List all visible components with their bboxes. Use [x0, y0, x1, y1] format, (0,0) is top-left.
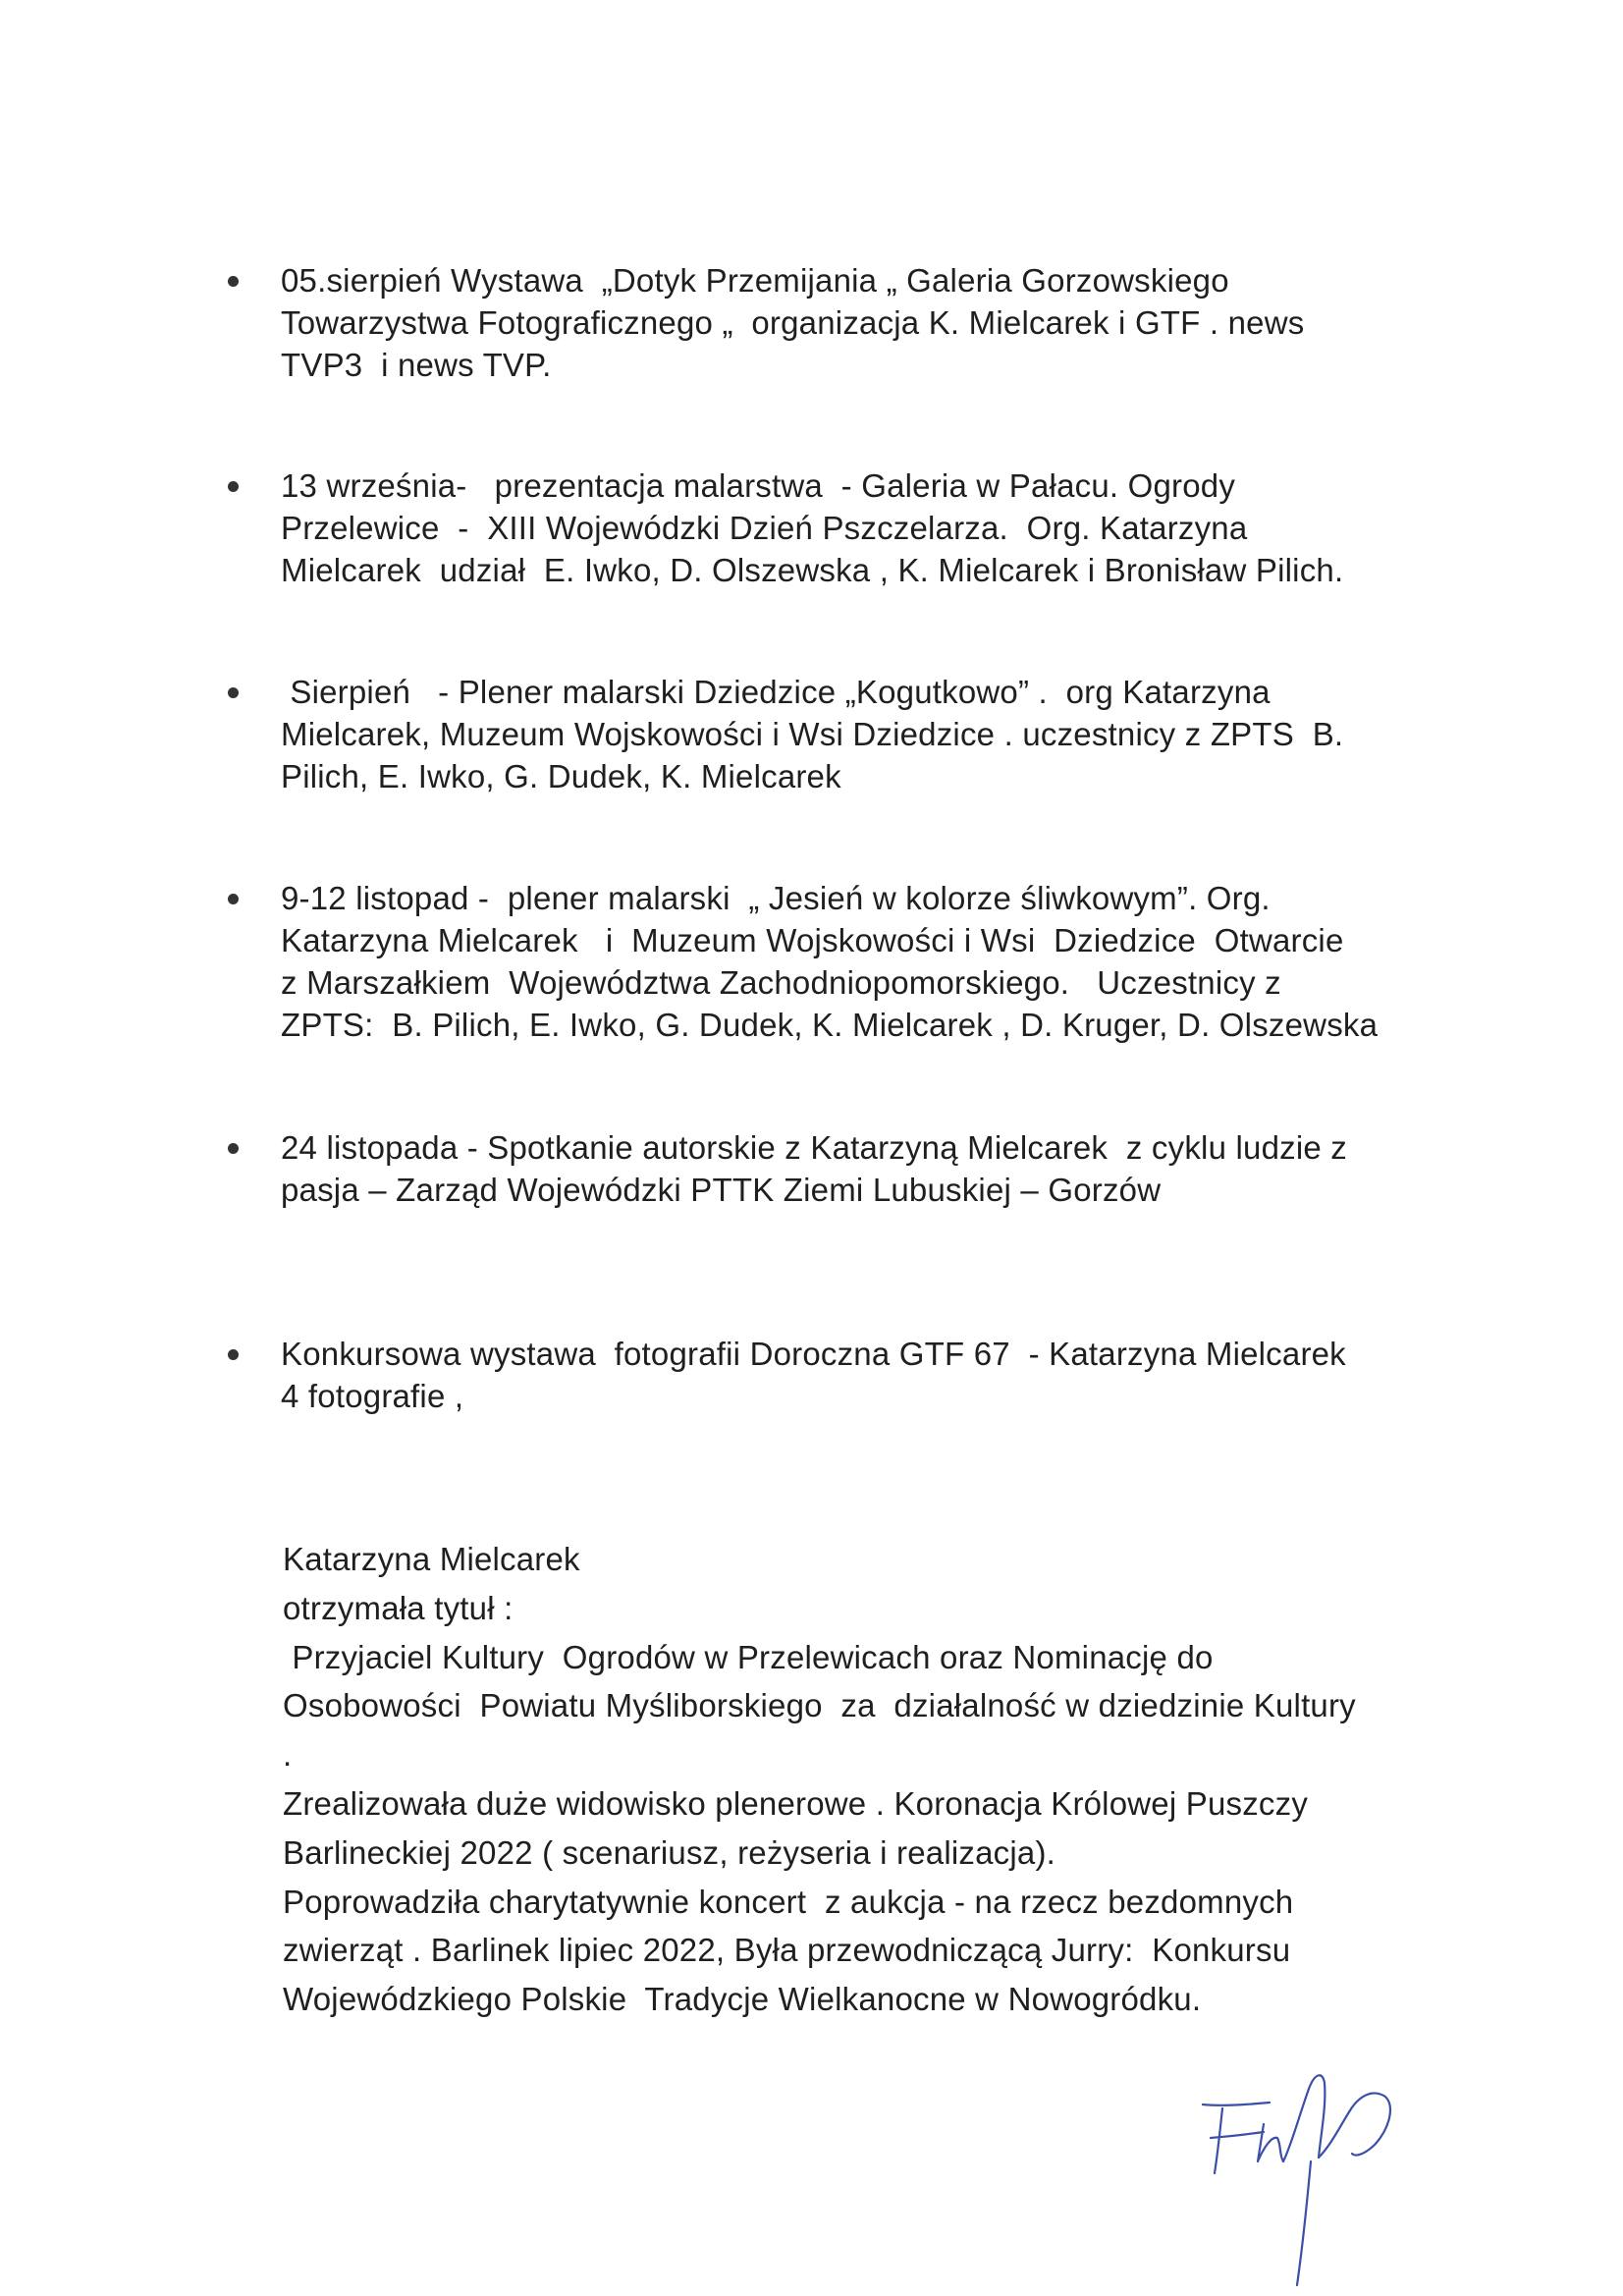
- item-line: 13 września- prezentacja malarstwa - Galeria w Pałacu. Ogrody: [281, 467, 1236, 504]
- closing-line: zwierząt . Barlinek lipiec 2022, Była przewodniczącą Jurry: Konkursu: [283, 1932, 1291, 1969]
- closing-line: Przyjaciel Kultury Ogrodów w Przelewicach oraz Nominację do: [283, 1638, 1214, 1675]
- item-line: ZPTS: B. Pilich, E. Iwko, G. Dudek, K. Mielcarek , D. Kruger, D. Olszewska: [281, 1007, 1379, 1043]
- bullet-icon: [228, 687, 239, 698]
- item-line: Sierpień - Plener malarski Dziedzice „Kogutkowo” . org Katarzyna: [281, 674, 1271, 710]
- closing-line: .: [283, 1736, 293, 1774]
- closing-line: Wojewódzkiego Polskie Tradycje Wielkanocne w Nowogródku.: [283, 1981, 1202, 2018]
- item-line: pasja – Zarząd Wojewódzki PTTK Ziemi Lubuskiej – Gorzów: [281, 1172, 1162, 1208]
- item-line: z Marszałkiem Województwa Zachodniopomorskiego. Uczestnicy z: [281, 964, 1281, 1001]
- list-item: [281, 259, 1439, 386]
- item-line: Mielcarek udział E. Iwko, D. Olszewska , K. Mielcarek i Bronisław Pilich.: [281, 552, 1344, 588]
- closing-line: Osobowości Powiatu Myśliborskiego za działalność w dziedzinie Kultury: [283, 1687, 1356, 1724]
- signature-stroke: [1283, 2075, 1325, 2161]
- handwritten-signature: [1193, 2067, 1419, 2293]
- list-item: [281, 671, 1439, 797]
- item-line: Konkursowa wystawa fotografii Doroczna GTF 67 - Katarzyna Mielcarek: [281, 1336, 1346, 1372]
- item-line: Pilich, E. Iwko, G. Dudek, K. Mielcarek: [281, 758, 841, 794]
- closing-paragraph: [283, 1535, 1461, 2024]
- bullet-icon: [228, 1143, 239, 1154]
- list-item: [281, 465, 1439, 591]
- closing-line: Zrealizowała duże widowisko plenerowe . Koronacja Królowej Puszczy: [283, 1784, 1309, 1822]
- bullet-icon: [228, 894, 239, 904]
- signature-stroke: [1215, 2108, 1222, 2173]
- closing-line: Barlineckiej 2022 ( scenariusz, reżyseria i realizacja).: [283, 1833, 1056, 1871]
- closing-line: Katarzyna Mielcarek: [283, 1541, 580, 1577]
- list-item: [281, 877, 1439, 1046]
- bullet-icon: [228, 481, 239, 492]
- signature-stroke: [1319, 2093, 1390, 2158]
- closing-line: Poprowadziła charytatywnie koncert z aukcja - na rzecz bezdomnych: [283, 1883, 1294, 1920]
- item-line: 05.sierpień Wystawa „Dotyk Przemijania „ Galeria Gorzowskiego: [281, 262, 1229, 299]
- list-item: [281, 1126, 1439, 1211]
- item-line: Przelewice - XIII Wojewódzki Dzień Pszczelarza. Org. Katarzyna: [281, 510, 1248, 546]
- item-line: Towarzystwa Fotograficznego „ organizacja K. Mielcarek i GTF . news: [281, 304, 1305, 341]
- item-line: 24 listopada - Spotkanie autorskie z Katarzyną Mielcarek z cyklu ludzie z: [281, 1129, 1347, 1166]
- signature-stroke: [1203, 2103, 1270, 2105]
- signature-stroke: [1297, 2161, 1311, 2285]
- closing-line: otrzymała tytuł :: [283, 1589, 514, 1626]
- bullet-icon: [228, 1349, 239, 1360]
- item-line: 9-12 listopad - plener malarski „ Jesień w kolorze śliwkowym”. Org.: [281, 880, 1271, 916]
- signature-stroke: [1258, 2124, 1283, 2161]
- item-line: 4 fotografie ,: [281, 1378, 464, 1414]
- item-line: Mielcarek, Muzeum Wojskowości i Wsi Dziedzice . uczestnicy z ZPTS B.: [281, 716, 1344, 752]
- bullet-icon: [228, 276, 239, 287]
- list-item: [281, 1333, 1439, 1417]
- item-line: TVP3 i news TVP.: [281, 347, 552, 383]
- item-line: Katarzyna Mielcarek i Muzeum Wojskowości i Wsi Dziedzice Otwarcie: [281, 922, 1344, 958]
